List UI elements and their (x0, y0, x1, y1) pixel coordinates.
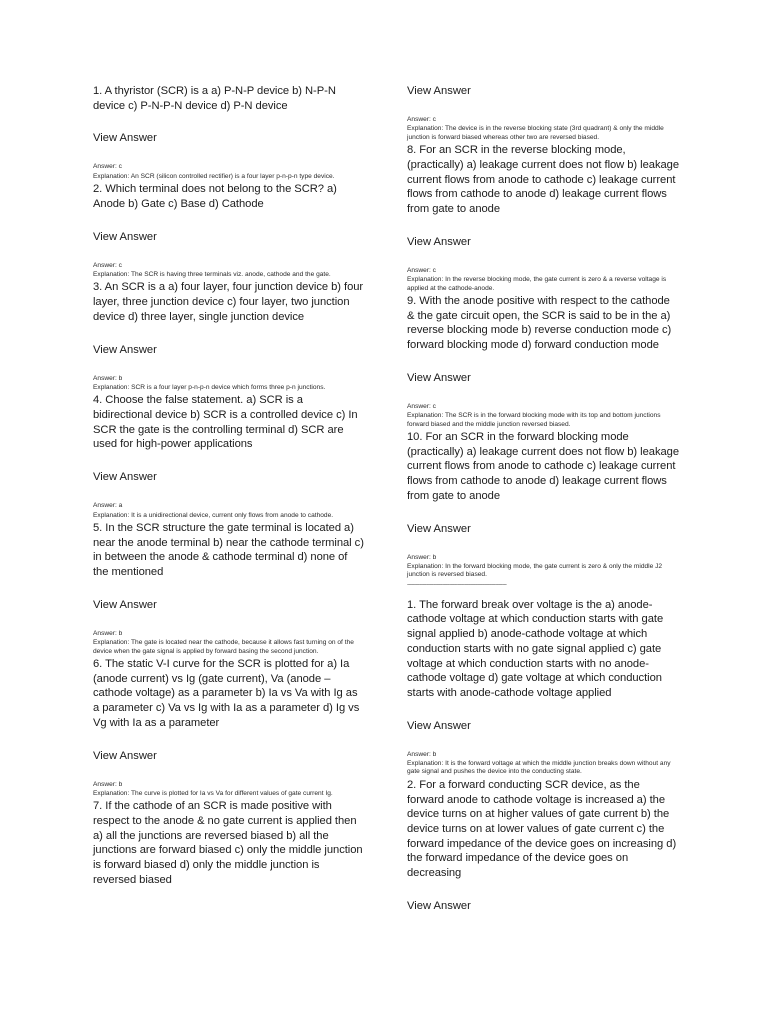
right-column (407, 84, 679, 913)
left-column (93, 84, 365, 888)
question-text: 3. An SCR is a a) four layer, four junction device b) four layer, three junction device c) four layer, two junction device d) three layer, single junction device (93, 281, 364, 323)
explanation-text: Explanation: SCR is a four layer p-n-p-n device which forms three p-n junctions. (93, 383, 326, 391)
explanation-text: Explanation: The gate is located near the cathode, because it allows fast turning on of the device when the gate signal is applied by forward basing the second junction. (93, 639, 354, 655)
explanation-text: Explanation: The SCR is in the forward blocking mode with its top and bottom junctions forward biased and the middle junction reversed biased. (407, 412, 661, 428)
answer-text: Answer: b (93, 629, 123, 637)
question-text: 1. The forward break over voltage is the a) anode-cathode voltage at which conduction starts with gate signal applied b) anode-cathode voltage at which conduction starts with no gate signal applied c) gate voltage at which conduction starts with no anode-cathode voltage d) gate voltage at which conduction starts with anode-cathode voltage applied (407, 598, 664, 699)
view-answer-link[interactable]: View Answer (93, 598, 157, 611)
question-text: 6. The static V-I curve for the SCR is plotted for a) Ia (anode current) vs Ig (gate current), Va (anode – cathode voltage) as a parameter b) Ia vs Va with Ig as a parameter c) Va vs Ig with Ia as a parameter d) Ig vs Vg with Ia as a parameter (93, 658, 360, 729)
view-answer-link[interactable]: View Answer (407, 522, 471, 535)
question-text: 5. In the SCR structure the gate terminal is located a) near the anode terminal b) near the cathode terminal c) in between the anode & cathode terminal d) none of the mentioned (93, 521, 364, 579)
answer-text: Answer: c (407, 402, 436, 410)
answer-text: Answer: b (407, 553, 437, 561)
answer-text: Answer: c (407, 266, 436, 274)
explanation-text: Explanation: The device is in the reverse blocking state (3rd quadrant) & only the middle junction is forward biased whereas other two are reversed biased. (407, 125, 664, 141)
explanation-text: Explanation: It is a unidirectional device, current only flows from anode to cathode. (93, 511, 334, 519)
question-text: 2. Which terminal does not belong to the SCR? a) Anode b) Gate c) Base d) Cathode (93, 183, 337, 210)
explanation-text: Explanation: In the forward blocking mode, the gate current is zero & only the middle J2 junction is reversed biased. (407, 562, 663, 579)
question-text: 8. For an SCR in the reverse blocking mode, (practically) a) leakage current does not flow b) leakage current flows from anode to cathode c) leakage current flows from cathode to anode d) leakage current flows from gate to anode (407, 144, 680, 216)
answer-text: Answer: c (93, 163, 122, 171)
explanation-text: Explanation: In the reverse blocking mode, the gate current is zero & a reverse voltage is applied at the cathode-anode. (407, 276, 667, 292)
question-text: 9. With the anode positive with respect to the cathode & the gate circuit open, the SCR is said to be in the a) reverse blocking mode b) reverse conduction mode c) forward blocking mode d) forward conduction mode (407, 294, 672, 352)
view-answer-link[interactable]: View Answer (93, 343, 157, 356)
answer-text: Answer: b (407, 750, 437, 758)
explanation-text: Explanation: It is the forward voltage at which the middle junction breaks down without any gate signal and pushes the device into the conducting state. (407, 760, 671, 776)
view-answer-link[interactable]: View Answer (93, 471, 157, 484)
question-text: 10. For an SCR in the forward blocking mode (practically) a) leakage current does not flow b) leakage current flows from anode to cathode c) leakage current flows from cathode to anode d) leakage current flows from gate to anode (407, 430, 680, 502)
explanation-text: Explanation: The SCR is having three terminals viz. anode, cathode and the gate. (93, 271, 331, 279)
answer-text: Answer: a (93, 502, 123, 510)
question-text: 4. Choose the false statement. a) SCR is a bidirectional device b) SCR is a controlled device c) In SCR the gate is the controlling terminal d) SCR are used for high-power applications (93, 394, 358, 451)
explanation-text: Explanation: An SCR (silicon controlled rectifier) is a four layer p-n-p-n type device. (93, 172, 335, 180)
answer-text: Answer: b (93, 780, 123, 788)
answer-text: Answer: c (407, 116, 436, 123)
answer-text: Answer: b (93, 374, 123, 382)
view-answer-link[interactable]: View Answer (93, 749, 157, 762)
view-answer-link[interactable]: View Answer (93, 230, 157, 243)
view-answer-link[interactable]: View Answer (407, 371, 471, 384)
explanation-text: Explanation: The curve is plotted for Ia vs Va for different values of gate current Ig. (93, 789, 333, 797)
view-answer-link[interactable]: View Answer (93, 132, 157, 145)
view-answer-link[interactable]: View Answer (407, 85, 471, 97)
question-text: 1. A thyristor (SCR) is a a) P-N-P device b) N-P-N device c) P-N-P-N device d) P-N device (93, 85, 336, 112)
view-answer-link[interactable]: View Answer (407, 719, 471, 732)
section-divider: ----------------------------------------------------------------------- (407, 581, 507, 588)
question-text: 7. If the cathode of an SCR is made positive with respect to the anode & no gate current is applied then a) all the junctions are reversed biased b) all the junctions are forward biased c) only the middle junction is forward biased d) only the middle junction is reversed biased (93, 800, 363, 886)
question-text: 2. For a forward conducting SCR device, as the forward anode to cathode voltage is increased a) the device turns on at higher values of gate current b) the device turns on at lower values of gate current c) the forward impedance of the device goes on increasing d) the forward impedance of the device goes on decreasing (407, 778, 677, 880)
view-answer-link[interactable]: View Answer (407, 899, 471, 912)
answer-text: Answer: c (93, 261, 122, 269)
view-answer-link[interactable]: View Answer (407, 235, 471, 248)
